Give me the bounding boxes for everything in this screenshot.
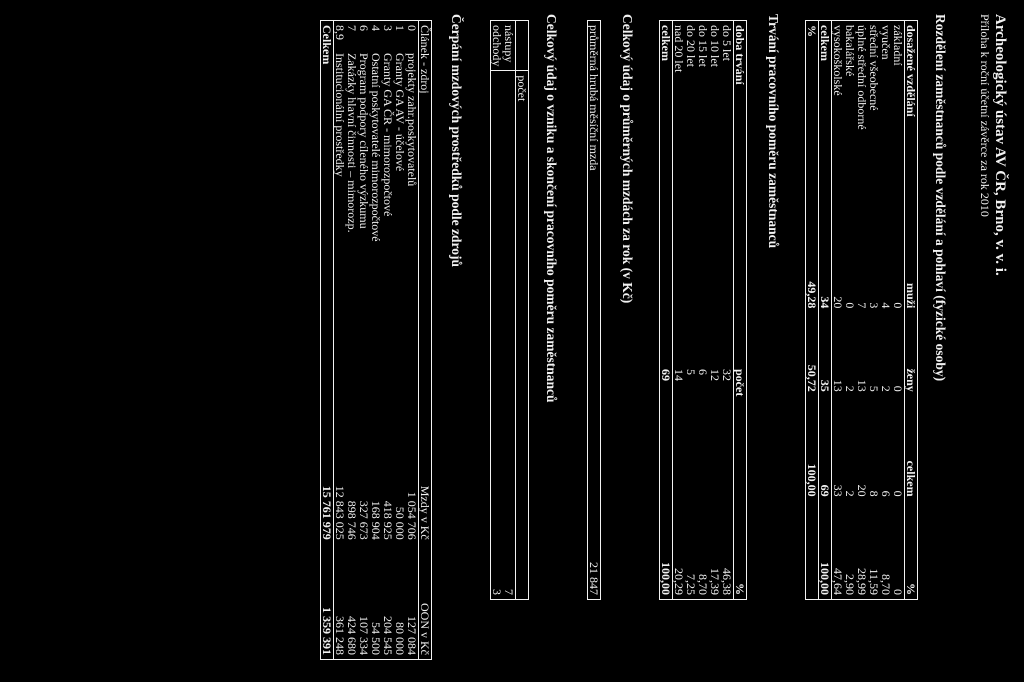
funds-header-cell: OON v Kč bbox=[419, 544, 432, 660]
table-cell: střední všeobecné bbox=[867, 25, 881, 111]
table-cell: celkem bbox=[660, 21, 673, 330]
table-cell: základní bbox=[891, 25, 905, 66]
education-percent-row bbox=[806, 21, 819, 600]
table-cell: do 15 let bbox=[696, 25, 710, 67]
table-row bbox=[697, 21, 709, 600]
table-cell: 1 bbox=[393, 25, 407, 31]
education-header-cell: celkem bbox=[905, 396, 918, 501]
table-row bbox=[832, 21, 845, 600]
turnover-table bbox=[490, 20, 529, 600]
table-cell: 100,00 bbox=[819, 501, 832, 600]
table-cell: 100,00 bbox=[806, 396, 819, 501]
education-total-row bbox=[819, 21, 832, 600]
table-cell: 3 bbox=[491, 71, 504, 600]
education-header-cell: muži bbox=[905, 229, 918, 312]
table-cell: 8,70 bbox=[879, 574, 893, 595]
table-cell: 6 bbox=[696, 369, 710, 375]
duration-total-row bbox=[660, 21, 673, 600]
table-cell: 6 bbox=[357, 25, 371, 31]
table-cell: 46,38 bbox=[720, 568, 734, 595]
table-row bbox=[892, 21, 905, 600]
duration-header-cell: % bbox=[734, 500, 747, 600]
education-header-cell: ženy bbox=[905, 312, 918, 395]
table-cell: projekty zahr.poskytovatelů bbox=[405, 53, 419, 187]
table-row bbox=[503, 21, 516, 600]
funds-total-row bbox=[321, 21, 334, 660]
wages-label: průměrná hrubá měsíční mzda bbox=[587, 25, 601, 171]
education-header-row bbox=[905, 21, 918, 600]
table-row bbox=[491, 21, 504, 600]
table-cell: Program podpory cíleného výzkumu bbox=[357, 53, 371, 229]
table-cell: 204 545 bbox=[381, 616, 395, 655]
document-title: Archeologický ústav AV ČR, Brno, v. v. i. bbox=[992, 14, 1008, 276]
table-cell: 35 bbox=[819, 312, 832, 395]
table-cell: 2 bbox=[843, 490, 857, 497]
table-row bbox=[673, 21, 686, 600]
education-header-cell: % bbox=[905, 501, 918, 600]
table-row bbox=[406, 21, 419, 660]
table-cell: 20 bbox=[831, 296, 845, 309]
table-cell: 5 bbox=[684, 369, 698, 375]
table-cell: 14 bbox=[672, 369, 686, 381]
table-cell: 2,90 bbox=[843, 574, 857, 595]
table-cell: 4 bbox=[369, 25, 383, 31]
table-cell: celkem bbox=[819, 21, 832, 230]
table-cell: 12 bbox=[708, 369, 722, 381]
table-cell: 0 bbox=[891, 302, 905, 309]
table-cell: 327 673 bbox=[357, 500, 371, 540]
wages-section-title: Celkový údaj o průměrných mzdách za rok (v Kč) bbox=[620, 14, 635, 304]
table-row bbox=[394, 21, 406, 660]
table-cell: 1 359 391 bbox=[321, 544, 334, 660]
education-header-cell: dosažené vzdělání bbox=[905, 21, 918, 230]
table-cell: 69 bbox=[819, 396, 832, 501]
table-row bbox=[358, 21, 370, 660]
table-cell: úplné střední odborné bbox=[855, 25, 869, 130]
table-row bbox=[588, 21, 601, 600]
turnover-header-empty bbox=[516, 21, 529, 71]
table-cell: 127 084 bbox=[405, 616, 419, 655]
table-cell: 4 bbox=[879, 302, 893, 309]
table-cell: Granty GA ČR - mimorozpočtové bbox=[381, 53, 395, 217]
table-cell: 6 bbox=[879, 490, 893, 497]
table-cell: 0 bbox=[891, 490, 905, 497]
table-cell: 0 bbox=[843, 302, 857, 309]
table-cell: Celkem bbox=[321, 21, 334, 426]
table-cell: 33 bbox=[831, 484, 845, 497]
funds-header-cell: Mzdy v Kč bbox=[419, 425, 432, 544]
table-cell: 13 bbox=[831, 379, 845, 392]
funds-header-row bbox=[419, 21, 432, 660]
table-cell: 69 bbox=[660, 329, 673, 500]
table-cell: 13 bbox=[855, 379, 869, 392]
table-cell: 7,25 bbox=[684, 574, 698, 595]
table-row bbox=[382, 21, 394, 660]
table-cell: 20,29 bbox=[672, 568, 686, 595]
duration-header-cell: počet bbox=[734, 329, 747, 500]
table-cell: 7 bbox=[855, 302, 869, 309]
table-cell: bakalářské bbox=[843, 25, 857, 77]
duration-header-row bbox=[734, 21, 747, 600]
table-row bbox=[370, 21, 382, 660]
table-cell: 47,64 bbox=[831, 568, 845, 595]
table-cell: 5 bbox=[867, 385, 881, 392]
table-cell: 168 904 bbox=[369, 500, 383, 540]
turnover-header-cell: počet bbox=[516, 71, 529, 600]
table-cell: Granty GA AV - účelové bbox=[393, 53, 407, 172]
duration-table bbox=[659, 20, 747, 600]
table-row bbox=[721, 21, 734, 600]
table-cell: 11,59 bbox=[867, 568, 881, 595]
table-cell: Ostatní poskytovatelé mimorozpočtové bbox=[369, 53, 383, 242]
duration-header-cell: doba trvání bbox=[734, 21, 747, 330]
table-cell: 17,39 bbox=[708, 568, 722, 595]
table-cell: 424 680 bbox=[345, 616, 359, 655]
table-cell: 2 bbox=[879, 385, 893, 392]
table-cell: 8 bbox=[867, 490, 881, 497]
table-cell: vysokoškolské bbox=[831, 25, 845, 96]
table-cell: 1 054 706 bbox=[405, 491, 419, 540]
table-cell: 34 bbox=[819, 229, 832, 312]
table-cell: 8,9 bbox=[333, 25, 347, 40]
funds-table bbox=[320, 20, 432, 660]
table-cell: Institucionální prostředky bbox=[333, 53, 347, 177]
education-section-title: Rozdělení zaměstnanců podle vzdělání a pohlaví (fyzické osoby) bbox=[933, 14, 948, 382]
table-row bbox=[346, 21, 358, 660]
table-row bbox=[709, 21, 721, 600]
funds-header-cell: Článek - zdroj bbox=[419, 21, 432, 426]
table-cell: 100,00 bbox=[660, 500, 673, 600]
table-cell: 3 bbox=[867, 302, 881, 309]
table-cell: 7 bbox=[345, 25, 359, 31]
table-cell: 898 746 bbox=[345, 500, 359, 540]
table-cell bbox=[806, 501, 819, 600]
table-cell: 50 000 bbox=[393, 506, 407, 540]
table-cell: nástupy bbox=[502, 25, 516, 63]
table-cell: odchody bbox=[490, 25, 504, 67]
table-cell: 49,28 bbox=[806, 229, 819, 312]
table-cell: 12 843 025 bbox=[333, 485, 347, 540]
education-table bbox=[805, 20, 918, 600]
table-cell: 418 925 bbox=[381, 500, 395, 540]
table-cell: Zakázky hlavní činnosti – mimorozp. bbox=[345, 53, 359, 233]
table-cell: 0 bbox=[891, 385, 905, 392]
table-cell: 0 bbox=[405, 25, 419, 31]
table-cell: 80 000 bbox=[393, 622, 407, 655]
table-cell: 32 bbox=[720, 369, 734, 381]
table-row bbox=[868, 21, 880, 600]
turnover-section-title: Celkový údaj o vzniku a skončení pracovního poměru zaměstnanců bbox=[544, 14, 559, 403]
table-cell: 107 334 bbox=[357, 616, 371, 655]
table-cell: 361 248 bbox=[333, 616, 347, 655]
table-cell: 54 500 bbox=[369, 622, 383, 655]
table-cell: do 10 let bbox=[708, 25, 722, 67]
wages-value: 21 847 bbox=[587, 562, 601, 595]
table-cell: 7 bbox=[503, 71, 516, 600]
turnover-header-row bbox=[516, 21, 529, 600]
funds-section-title: Čerpání mzdových prostředků podle zdrojů bbox=[449, 14, 464, 268]
table-cell: 2 bbox=[843, 385, 857, 392]
table-row bbox=[856, 21, 868, 600]
table-cell: 50,72 bbox=[806, 312, 819, 395]
table-cell: 20 bbox=[855, 484, 869, 497]
table-row bbox=[334, 21, 347, 660]
table-cell: 8,70 bbox=[696, 574, 710, 595]
table-cell: 28,99 bbox=[855, 568, 869, 595]
table-cell: % bbox=[806, 21, 819, 230]
table-row bbox=[880, 21, 892, 600]
table-cell: 0 bbox=[891, 589, 905, 595]
table-cell: 3 bbox=[381, 25, 395, 31]
table-cell: 15 761 979 bbox=[321, 425, 334, 544]
table-row bbox=[685, 21, 697, 600]
duration-section-title: Trvání pracovního poměru zaměstnanců bbox=[766, 14, 781, 249]
table-cell: do 5 let bbox=[720, 25, 734, 61]
table-cell: vyučen bbox=[879, 25, 893, 60]
document-subtitle: Příloha k roční účetní závěrce za rok 2010 bbox=[978, 14, 992, 217]
table-cell: do 20 let bbox=[684, 25, 698, 67]
wages-table bbox=[587, 20, 601, 600]
table-cell: nad 20 let bbox=[672, 25, 686, 73]
